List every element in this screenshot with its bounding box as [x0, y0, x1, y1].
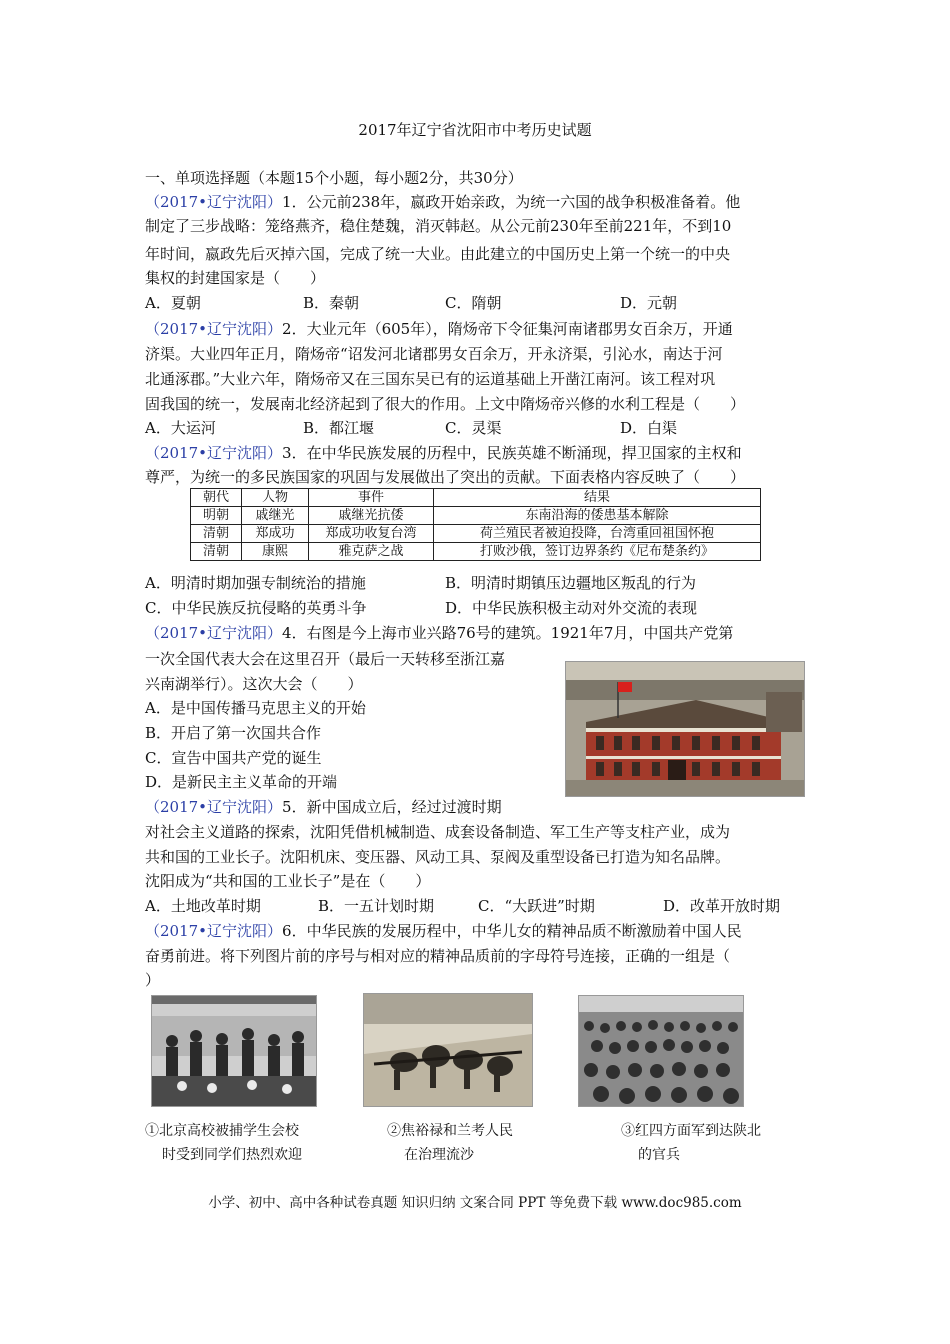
question-4-line-3: 兴南湖举行）。这次大会（ ）: [145, 675, 363, 693]
option-c[interactable]: C．宣告中国共产党的诞生: [145, 749, 322, 767]
question-2-line-2: 济渠。大业四年正月，隋炀帝“诏发河北诸郡男女百余万，开永济渠，引沁水，南达于河: [145, 345, 723, 363]
soldiers-image: [579, 996, 743, 1106]
question-1-line-2: 制定了三步战略：笼络燕齐，稳住楚魏，消灭韩赵。从公元前230年至前221年，不到10: [145, 217, 732, 235]
question-5-line-3: 共和国的工业长子。沈阳机床、变压器、风动工具、泵阀及重型设备已打造为知名品牌。: [145, 848, 731, 866]
table-cell: 东南沿海的倭患基本解除: [434, 507, 761, 525]
table-cell: 康熙: [242, 543, 309, 561]
option-a[interactable]: A．明清时期加强专制统治的措施: [145, 574, 366, 592]
question-1-line-3: 年时间，嬴政先后灭掉六国，完成了统一大业。由此建立的中国历史上第一个统一的中央: [145, 245, 731, 263]
photo-caption-2-line-1: ②焦裕禄和兰考人民: [387, 1123, 513, 1139]
option-d[interactable]: D．白渠: [620, 419, 678, 437]
table-cell: 郑成功收复台湾: [309, 525, 434, 543]
question-1-line-4: 集权的封建国家是（ ）: [145, 269, 326, 287]
photo-caption-3-line-2: 的官兵: [638, 1147, 680, 1163]
table-cell: 戚继光抗倭: [309, 507, 434, 525]
question-source: （2017•辽宁沈阳）: [145, 798, 283, 816]
table-row: [191, 507, 761, 525]
table-cell: 明朝: [191, 507, 242, 525]
table-cell: 打败沙俄，签订边界条约《尼布楚条约》: [434, 543, 761, 561]
option-b[interactable]: B．开启了第一次国共合作: [145, 724, 322, 742]
table-header-cell: 朝代: [191, 489, 242, 507]
question-source: （2017•辽宁沈阳）: [145, 193, 283, 211]
red-army-photo: [578, 995, 744, 1107]
option-a[interactable]: A．大运河: [145, 419, 216, 437]
students-welcome-photo: [151, 995, 317, 1107]
question-4-line-2: 一次全国代表大会在这里召开（最后一天转移至浙江嘉: [145, 650, 506, 668]
table-cell: 荷兰殖民者被迫投降，台湾重回祖国怀抱: [434, 525, 761, 543]
photo-caption-1-line-2: 时受到同学们热烈欢迎: [162, 1147, 302, 1163]
question-6-line-3: ）: [145, 971, 161, 989]
option-c[interactable]: C．隋朝: [445, 294, 502, 312]
option-a[interactable]: A．是中国传播马克思主义的开始: [145, 699, 366, 717]
sand-control-image: [364, 994, 532, 1106]
page-footer: 小学、初中、高中各种试卷真题 知识归纳 文案合同 PPT 等免费下载 www.doc985.com: [208, 1195, 742, 1211]
option-d[interactable]: D．中华民族积极主动对外交流的表现: [445, 599, 698, 617]
question-2-line-3: 北通涿郡。”大业六年，隋炀帝又在三国东吴已有的运道基础上开凿江南河。该工程对巩: [145, 370, 716, 388]
table-cell: 清朝: [191, 525, 242, 543]
question-2-line-4: 固我国的统一，发展南北经济起到了很大的作用。上文中隋炀帝兴修的水利工程是（ ）: [145, 395, 746, 413]
option-c[interactable]: C．中华民族反抗侵略的英勇斗争: [145, 599, 367, 617]
table-row: [191, 525, 761, 543]
table-row: [191, 543, 761, 561]
option-d[interactable]: D．是新民主主义革命的开端: [145, 773, 338, 791]
question-3-line-2: 尊严，为统一的多民族国家的巩固与发展做出了突出的贡献。下面表格内容反映了（ ）: [145, 468, 746, 486]
building-image: [566, 662, 804, 796]
question-5-line-2: 对社会主义道路的探索，沈阳凭借机械制造、成套设备制造、军工生产等支柱产业，成为: [145, 823, 731, 841]
question-6-line-2: 奋勇前进。将下列图片前的序号与相对应的精神品质前的字母符号连接，正确的一组是（: [145, 947, 731, 965]
option-d[interactable]: D．改革开放时期: [663, 897, 781, 915]
question-6-line-1: （2017•辽宁沈阳）6．中华民族的发展历程中，中华儿女的精神品质不断激励着中国人民: [145, 922, 742, 940]
table-header-row: [191, 489, 761, 507]
page-title: 2017年辽宁省沈阳市中考历史试题: [358, 121, 592, 139]
question-source: （2017•辽宁沈阳）: [145, 444, 283, 462]
table-cell: 清朝: [191, 543, 242, 561]
question-5-line-4: 沈阳成为“共和国的工业长子”是在（ ）: [145, 872, 431, 890]
table-cell: 戚继光: [242, 507, 309, 525]
question-source: （2017•辽宁沈阳）: [145, 320, 283, 338]
photo-caption-2-line-2: 在治理流沙: [404, 1147, 474, 1163]
table-header-cell: 事件: [309, 489, 434, 507]
table-header-cell: 结果: [434, 489, 761, 507]
question-source: （2017•辽宁沈阳）: [145, 624, 283, 642]
question-4-line-1: （2017•辽宁沈阳）4．右图是今上海市业兴路76号的建筑。1921年7月，中国共产党第: [145, 624, 734, 642]
photo-caption-3-line-1: ③红四方面军到达陕北: [621, 1123, 761, 1139]
option-d[interactable]: D．元朝: [620, 294, 678, 312]
question-2-line-1: （2017•辽宁沈阳）2．大业元年（605年），隋炀帝下令征集河南诸郡男女百余万，开通: [145, 320, 733, 338]
option-b[interactable]: B．都江堰: [303, 419, 375, 437]
desert-control-photo: [363, 993, 533, 1107]
section-heading: 一、单项选择题（本题15个小题，每小题2分，共30分）: [145, 169, 523, 187]
question-5-line-1: （2017•辽宁沈阳）5．新中国成立后，经过过渡时期: [145, 798, 502, 816]
table-cell: 郑成功: [242, 525, 309, 543]
option-b[interactable]: B．一五计划时期: [318, 897, 435, 915]
table-header-cell: 人物: [242, 489, 309, 507]
option-b[interactable]: B．秦朝: [303, 294, 360, 312]
table-cell: 雅克萨之战: [309, 543, 434, 561]
option-b[interactable]: B．明清时期镇压边疆地区叛乱的行为: [445, 574, 697, 592]
option-c[interactable]: C．“大跃进”时期: [478, 897, 595, 915]
congress-building-photo: [565, 661, 805, 797]
students-image: [152, 996, 316, 1106]
question-1-line-1: （2017•辽宁沈阳）1．公元前238年，嬴政开始亲政，为统一六国的战争积极准备着。他: [145, 193, 741, 211]
question-3-table: [190, 488, 761, 561]
option-a[interactable]: A．夏朝: [145, 294, 201, 312]
question-3-line-1: （2017•辽宁沈阳）3．在中华民族发展的历程中，民族英雄不断涌现，捍卫国家的主权和: [145, 444, 742, 462]
question-source: （2017•辽宁沈阳）: [145, 922, 283, 940]
photo-caption-1-line-1: ①北京高校被捕学生会校: [145, 1123, 299, 1139]
option-a[interactable]: A．土地改革时期: [145, 897, 261, 915]
option-c[interactable]: C．灵渠: [445, 419, 502, 437]
